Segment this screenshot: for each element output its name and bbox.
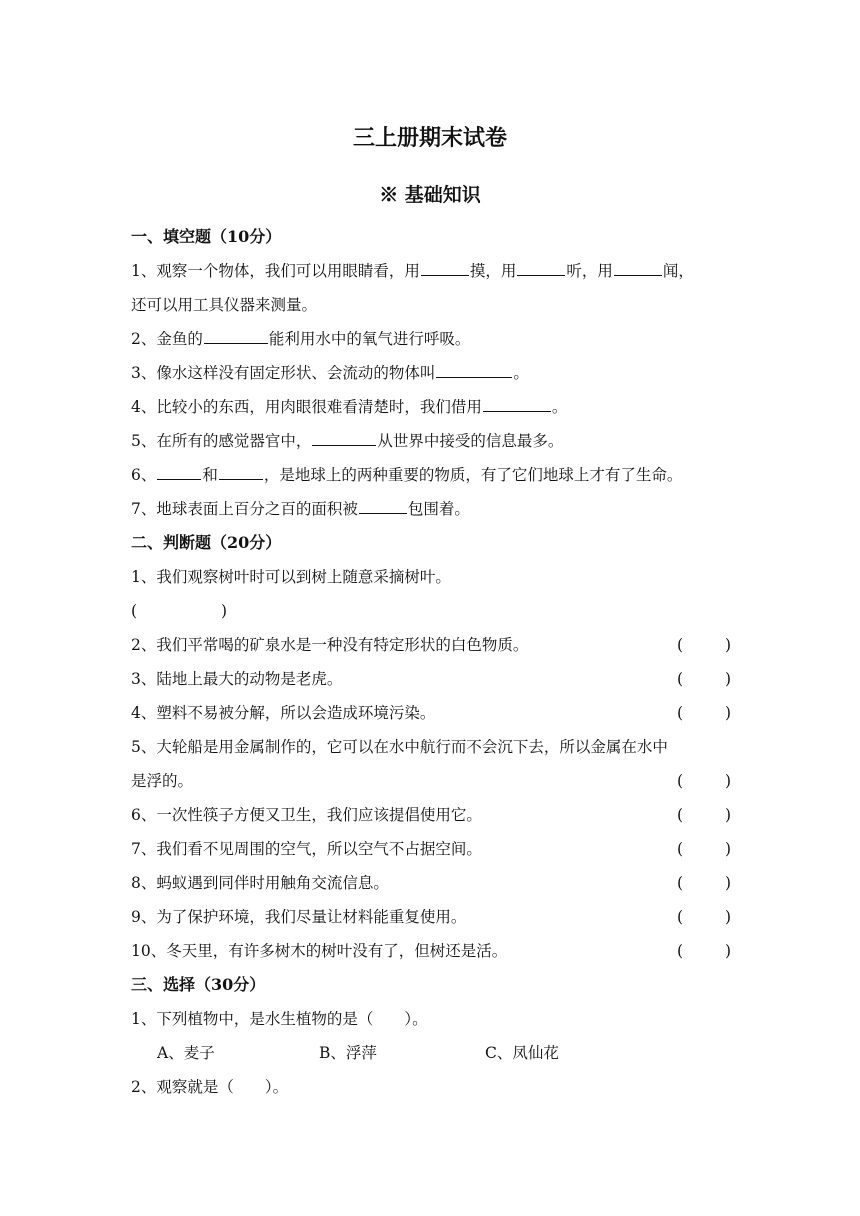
question-text: 。 bbox=[513, 364, 529, 382]
question-tf-7 bbox=[131, 832, 731, 866]
answer-blank[interactable] bbox=[204, 325, 268, 344]
question-text: 8、蚂蚁遇到同伴时用触角交流信息。 bbox=[131, 874, 389, 892]
answer-blank[interactable] bbox=[517, 257, 565, 276]
question-tf-3 bbox=[131, 662, 731, 696]
question-text: 9、为了保护环境，我们尽量让材料能重复使用。 bbox=[131, 908, 467, 926]
question-text: 摸，用 bbox=[469, 262, 517, 280]
question-tf-10 bbox=[131, 934, 731, 968]
section-subtitle: ※ 基础知识 bbox=[379, 184, 481, 206]
section-heading-choice: 三、选择（30分） bbox=[131, 975, 266, 994]
question-text: 能利用水中的氧气进行呼吸。 bbox=[268, 330, 471, 348]
question-text: 6、一次性筷子方便又卫生，我们应该提倡使用它。 bbox=[131, 806, 482, 824]
question-text: 7、地球表面上百分之百的面积被 bbox=[131, 500, 358, 518]
question-text: 听，用 bbox=[566, 262, 613, 280]
question-text: 从世界中接受的信息最多。 bbox=[377, 432, 564, 450]
answer-blank[interactable] bbox=[614, 257, 662, 276]
question-fill-2 bbox=[131, 322, 731, 356]
answer-blank[interactable] bbox=[421, 257, 469, 276]
question-fill-1-cont: 还可以用工具仪器来测量。 bbox=[131, 296, 318, 314]
question-text: 是浮的。 bbox=[131, 772, 194, 790]
question-fill-1 bbox=[131, 254, 731, 288]
answer-blank[interactable] bbox=[359, 495, 407, 514]
answer-paren[interactable]: ( ) bbox=[677, 670, 731, 688]
question-text: 7、我们看不见周围的空气，所以空气不占据空间。 bbox=[131, 840, 482, 858]
answer-paren[interactable]: ( ) bbox=[677, 874, 731, 892]
question-text: 和 bbox=[202, 466, 218, 484]
answer-blank[interactable] bbox=[312, 427, 376, 446]
question-fill-6 bbox=[131, 458, 731, 492]
page-title: 三上册期末试卷 bbox=[352, 125, 507, 151]
question-text: 4、比较小的东西，用肉眼很难看清楚时，我们借用 bbox=[131, 398, 482, 416]
question-fill-4 bbox=[131, 390, 731, 424]
option-a[interactable]: A、麦子 bbox=[157, 1044, 215, 1062]
question-text: 3、陆地上最大的动物是老虎。 bbox=[131, 670, 343, 688]
question-text: 。 bbox=[551, 398, 568, 416]
question-tf-5: 5、大轮船是用金属制作的，它可以在水中航行而不会沉下去，所以金属在水中 bbox=[131, 738, 668, 756]
question-tf-5-cont bbox=[131, 764, 731, 798]
question-text: 2、我们平常喝的矿泉水是一种没有特定形状的白色物质。 bbox=[131, 636, 529, 654]
section-heading-true-false: 二、判断题（20分） bbox=[131, 533, 282, 552]
answer-paren[interactable]: ( ) bbox=[677, 806, 731, 824]
answer-paren[interactable]: ( ) bbox=[677, 636, 731, 654]
question-text: 5、在所有的感觉器官中， bbox=[131, 432, 312, 450]
exam-content bbox=[131, 220, 731, 1104]
answer-blank[interactable] bbox=[483, 393, 551, 412]
option-b[interactable]: B、浮萍 bbox=[319, 1044, 377, 1062]
question-text: 包围着。 bbox=[407, 500, 470, 518]
answer-paren[interactable]: ( ) bbox=[677, 704, 731, 722]
question-choice-1: 1、下列植物中，是水生植物的是（ ）。 bbox=[131, 1010, 428, 1028]
question-fill-7 bbox=[131, 492, 731, 526]
question-tf-9 bbox=[131, 900, 731, 934]
question-text: 10、冬天里，有许多树木的树叶没有了，但树还是活。 bbox=[131, 942, 508, 960]
answer-paren-row bbox=[131, 594, 731, 628]
question-fill-3 bbox=[131, 356, 731, 390]
paren-close: ) bbox=[221, 602, 228, 620]
answer-blank[interactable] bbox=[219, 461, 263, 480]
question-tf-4 bbox=[131, 696, 731, 730]
question-text: ，是地球上的两种重要的物质，有了它们地球上才有了生命。 bbox=[263, 466, 683, 484]
question-text: 6、 bbox=[131, 466, 157, 484]
answer-paren[interactable]: ( ) bbox=[677, 942, 731, 960]
choice-options bbox=[131, 1036, 731, 1070]
answer-paren[interactable]: ( ) bbox=[677, 840, 731, 858]
answer-paren[interactable]: ( ) bbox=[677, 908, 731, 926]
question-text: 闻， bbox=[662, 262, 694, 280]
question-tf-2 bbox=[131, 628, 731, 662]
paren-open[interactable]: ( bbox=[131, 602, 138, 620]
section-heading-fill-blank: 一、填空题（10分） bbox=[131, 227, 282, 246]
answer-blank[interactable] bbox=[157, 461, 201, 480]
question-text: 4、塑料不易被分解，所以会造成环境污染。 bbox=[131, 704, 436, 722]
question-tf-6 bbox=[131, 798, 731, 832]
question-tf-8 bbox=[131, 866, 731, 900]
question-text: 2、金鱼的 bbox=[131, 330, 203, 348]
answer-paren[interactable]: ( ) bbox=[677, 772, 731, 790]
option-c[interactable]: C、凤仙花 bbox=[485, 1044, 559, 1062]
answer-blank[interactable] bbox=[436, 359, 512, 378]
question-fill-5 bbox=[131, 424, 731, 458]
question-text: 1、观察一个物体，我们可以用眼睛看，用 bbox=[131, 262, 420, 280]
question-tf-1: 1、我们观察树叶时可以到树上随意采摘树叶。 bbox=[131, 568, 451, 586]
question-choice-2: 2、观察就是（ ）。 bbox=[131, 1078, 289, 1096]
question-text: 3、像水这样没有固定形状、会流动的物体叫 bbox=[131, 364, 436, 382]
